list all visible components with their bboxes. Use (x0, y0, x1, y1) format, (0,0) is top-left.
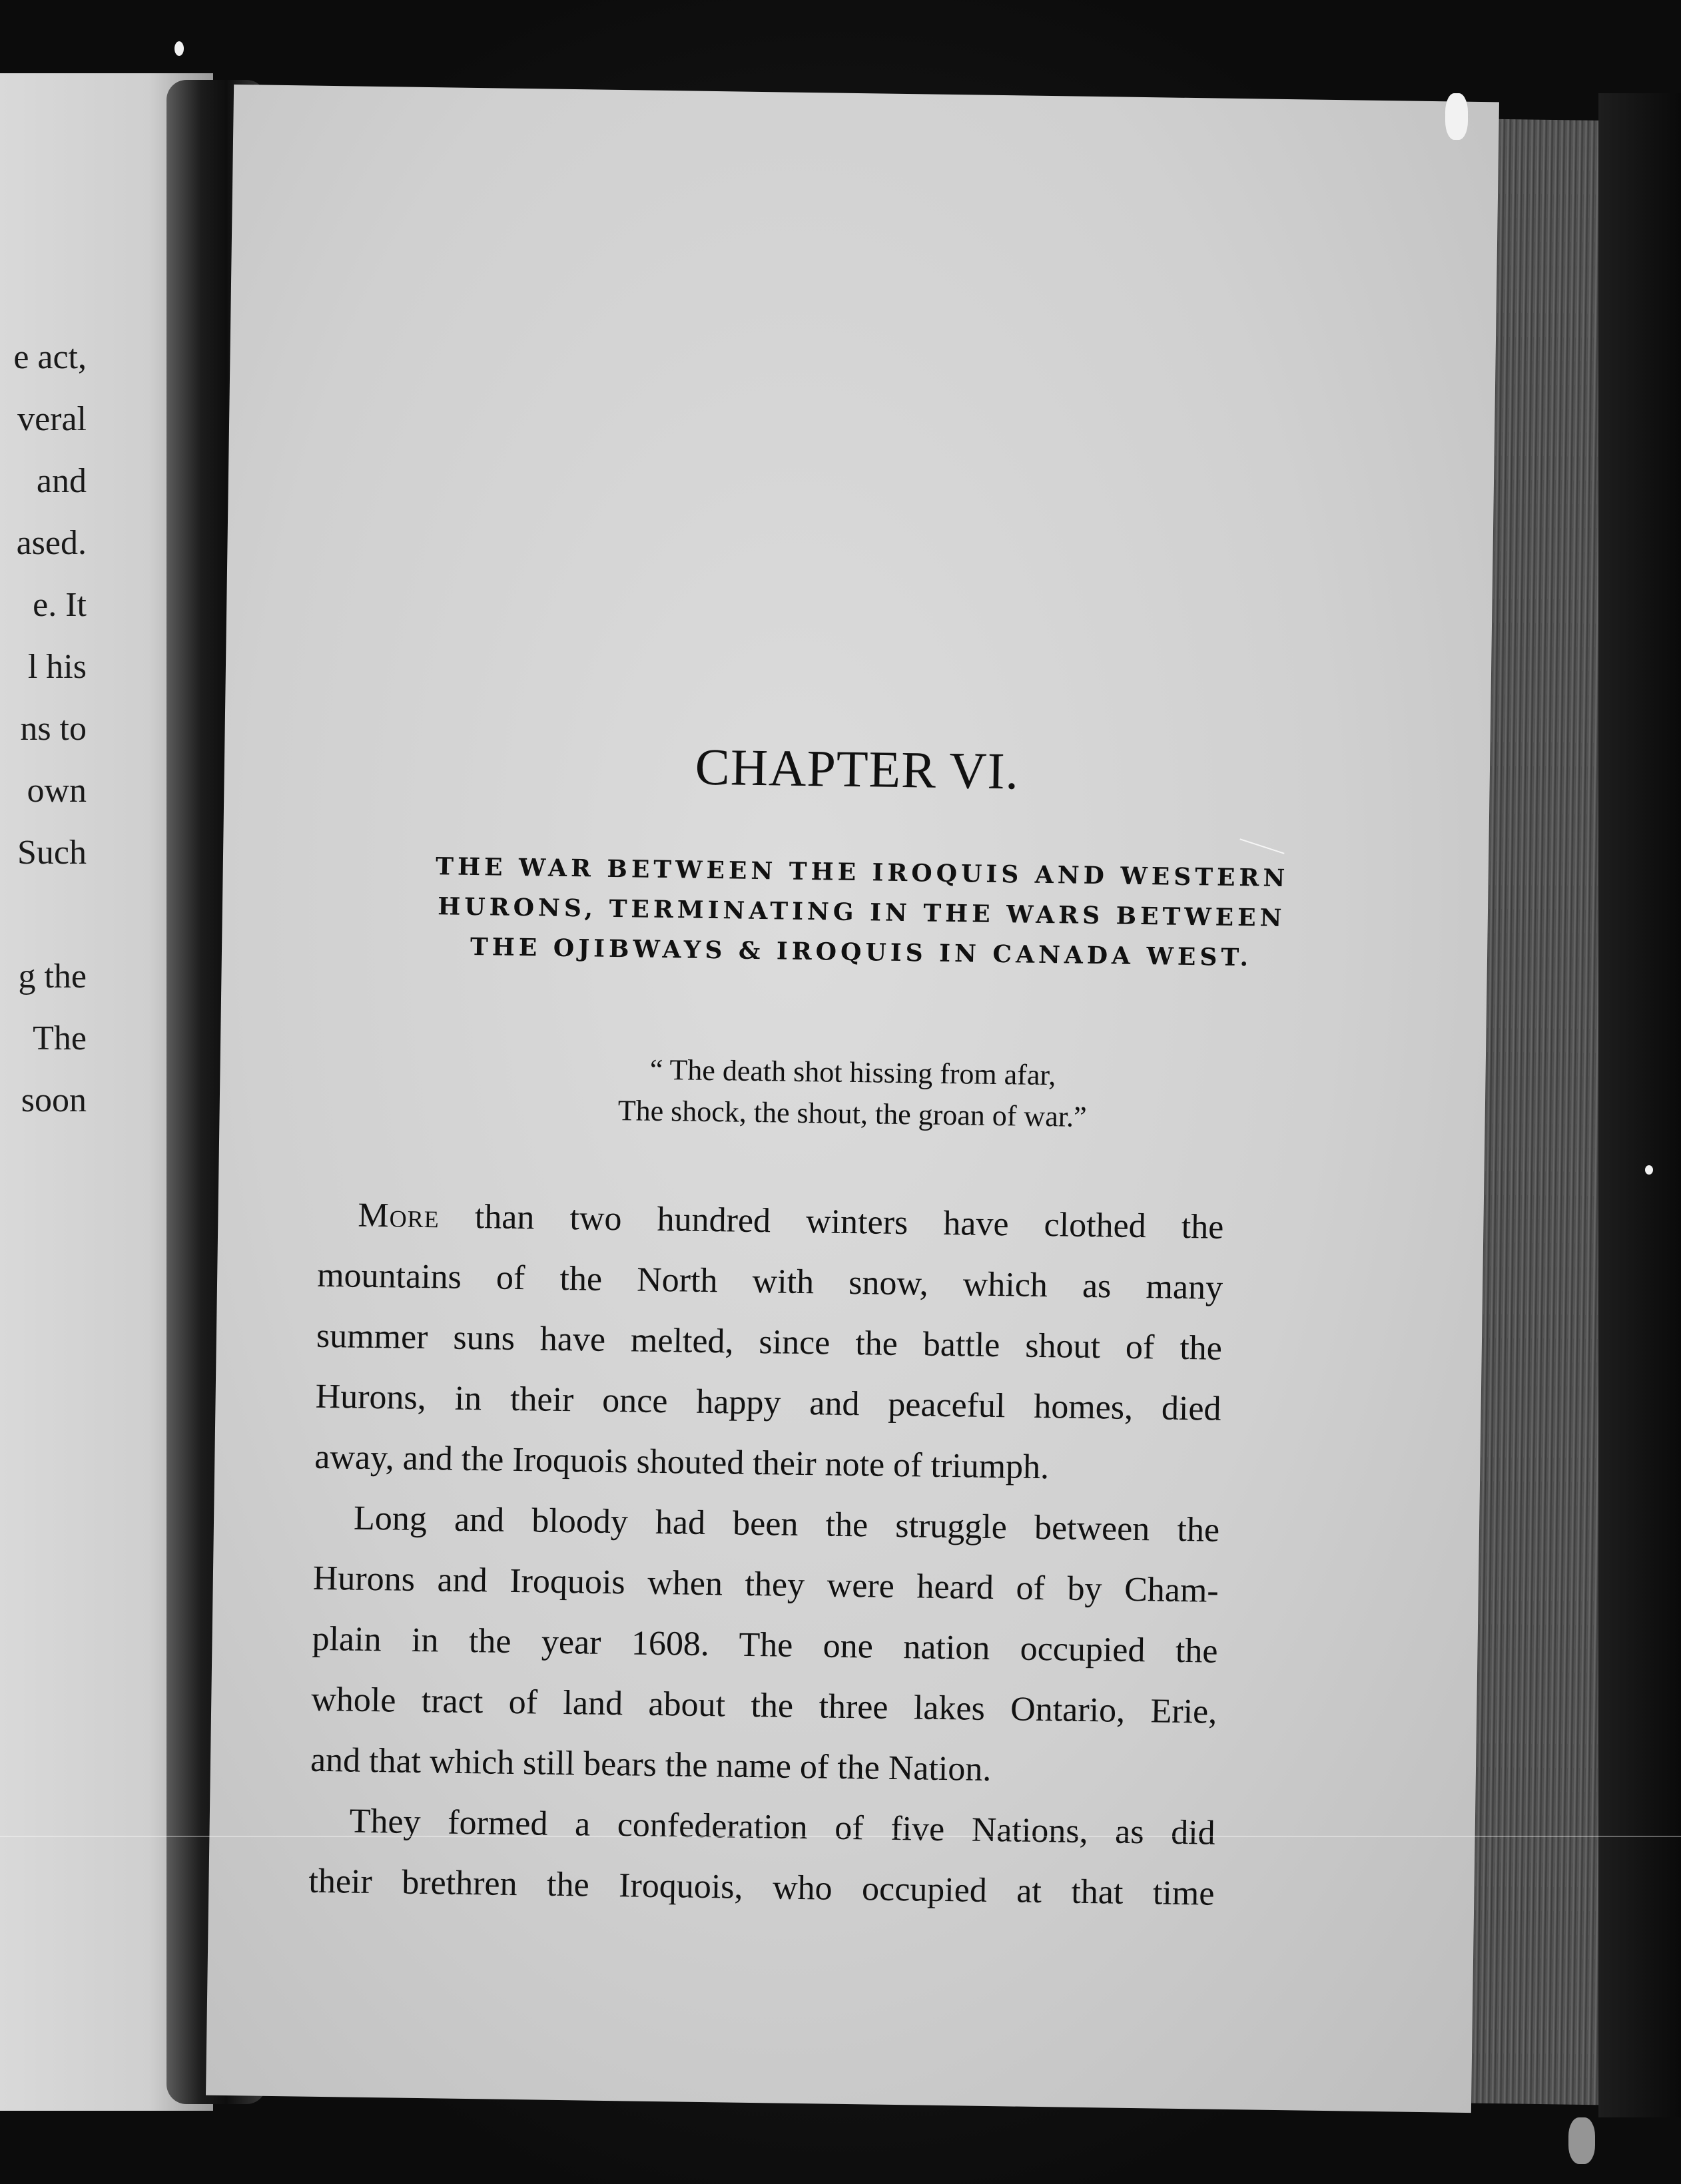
subtitle-line: THE WAR BETWEEN THE IROQUIS AND WESTERN (435, 852, 1289, 893)
left-page-text (0, 326, 87, 1131)
epigraph-line: “ The death shot hissing from afar, (649, 1053, 1056, 1092)
left-line: e. It (33, 586, 87, 624)
left-line: soon (21, 1081, 87, 1119)
film-speck (1445, 93, 1468, 140)
left-line: ased. (16, 524, 87, 562)
page-content (206, 85, 1499, 2113)
left-line: and (36, 462, 87, 500)
body-line: Long and bloody had been the struggle between the (353, 1499, 1220, 1549)
film-speck (1645, 1165, 1653, 1175)
left-line: e act, (13, 338, 87, 376)
body-line: summer suns have melted, since the battle shout of the (316, 1316, 1223, 1368)
body-line: away, and the Iroquois shouted their note of triumph. (314, 1438, 1050, 1487)
left-line: ns to (20, 710, 87, 748)
lead-word: More (358, 1196, 440, 1236)
main-page (206, 85, 1499, 2113)
body-line-text: than two hundred winters have clothed the (439, 1197, 1224, 1246)
body-line: and that which still bears the name of the Nation. (310, 1741, 992, 1789)
left-line: g the (18, 957, 87, 995)
body-line: Hurons, in their once happy and peaceful homes, died (315, 1377, 1221, 1428)
chapter-title: CHAPTER VI. (695, 737, 1020, 800)
body-line: plain in the year 1608. The one nation occupied the (312, 1619, 1218, 1671)
left-line: Such (17, 834, 87, 872)
chapter-subtitle (335, 845, 1389, 979)
left-line: l his (27, 648, 87, 686)
left-line: veral (17, 400, 87, 438)
film-speck (1568, 2117, 1595, 2164)
scan-border-right (1598, 93, 1681, 2117)
left-line: own (27, 772, 87, 810)
film-scratch (0, 1836, 1681, 1837)
left-line: The (33, 1019, 87, 1057)
body-line: their brethren the Iroquois, who occupied at that time (308, 1862, 1215, 1913)
subtitle-line: THE OJIBWAYS & IROQUIS IN CANADA WEST. (470, 932, 1253, 972)
body-line: Hurons and Iroquois when they were heard of by Cham- (312, 1559, 1219, 1610)
subtitle-line: HURONS, TERMINATING IN THE WARS BETWEEN (438, 892, 1286, 933)
epigraph (219, 1043, 1486, 1144)
body-line: They formed a confederation of five Nations, as did (349, 1802, 1216, 1852)
body-line: whole tract of land about the three lakes Ontario, Erie, (310, 1680, 1217, 1731)
body-line: mountains of the North with snow, which as many (316, 1256, 1223, 1307)
body-text (308, 1185, 1224, 1924)
film-speck (174, 41, 184, 56)
left-line-gap (0, 884, 87, 946)
epigraph-line: The shock, the shout, the groan of war.” (617, 1094, 1087, 1133)
